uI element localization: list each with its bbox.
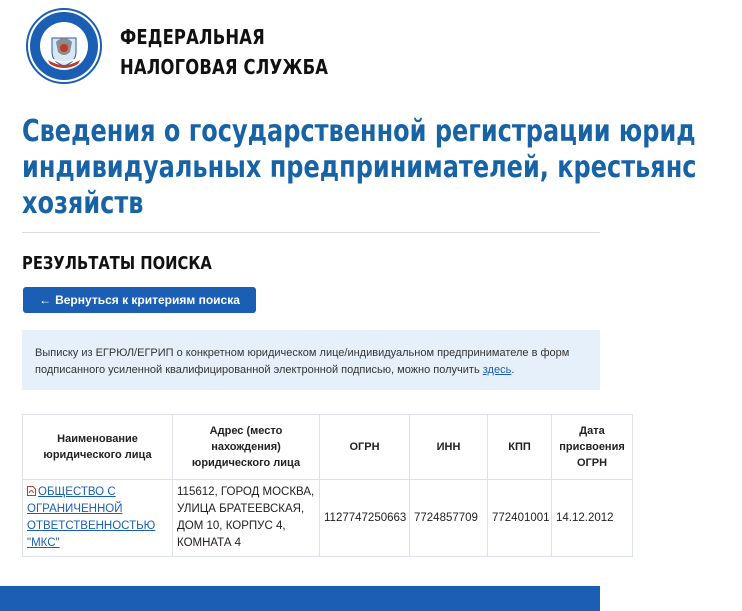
info-text [35,345,569,379]
footer-bar [0,586,600,611]
page-title [22,114,742,222]
results-table [22,414,633,557]
back-button-label: Вернуться к критериям поиска [55,293,240,307]
org-name-line2: НАЛОГОВАЯ СЛУЖБА [120,55,329,79]
cell-inn: 7724857709 [410,480,488,557]
info-line2-suffix: . [511,364,515,376]
page-title-line3: хозяйств [22,186,144,221]
col-header-kpp[interactable]: КПП [488,415,552,480]
col-header-inn[interactable]: ИНН [410,415,488,480]
org-name [120,22,328,82]
info-box [22,330,600,390]
cell-name [23,480,173,557]
back-to-criteria-button[interactable] [23,287,256,313]
table-row [23,480,633,557]
results-heading: РЕЗУЛЬТАТЫ ПОИСКА [22,253,212,274]
fns-emblem-logo[interactable] [26,8,102,84]
page-title-line1: Сведения о государственной регистрации юрид [22,114,696,149]
cell-date: 14.12.2012 [552,480,633,557]
arrow-left-icon: ← [39,293,52,307]
table-header-row [23,415,633,480]
site-header [0,0,600,100]
cell-address: 115612, ГОРОД МОСКВА, УЛИЦА БРАТЕЕВСКАЯ, ДОМ 10, КОРПУС 4, КОМНАТА 4 [173,480,320,557]
col-header-address[interactable]: Адрес (место нахождения) юридического лица [173,415,320,480]
pdf-icon[interactable] [27,486,36,496]
company-link[interactable]: ОБЩЕСТВО С ОГРАНИЧЕННОЙ ОТВЕТСТВЕННОСТЬЮ "МКС" [27,486,156,549]
extract-download-link[interactable]: здесь [482,364,512,376]
cell-kpp: 772401001 [488,480,552,557]
info-line1: Выписку из ЕГРЮЛ/ЕГРИП о конкретном юридическом лице/индивидуальном предпринимателе в форм [35,347,570,359]
divider [22,232,600,233]
page-title-line2: индивидуальных предпринимателей, крестьянс [22,150,697,185]
org-name-line1: ФЕДЕРАЛЬНАЯ [120,25,265,49]
col-header-date[interactable]: Дата присвоения ОГРН [552,415,633,480]
col-header-ogrn[interactable]: ОГРН [320,415,410,480]
info-line2-prefix: подписанного усиленной квалифицированной электронной подписью, можно получить [35,364,483,376]
cell-ogrn: 1127747250663 [320,480,410,557]
info-line2 [35,362,569,379]
col-header-name[interactable]: Наименование юридического лица [23,415,173,480]
